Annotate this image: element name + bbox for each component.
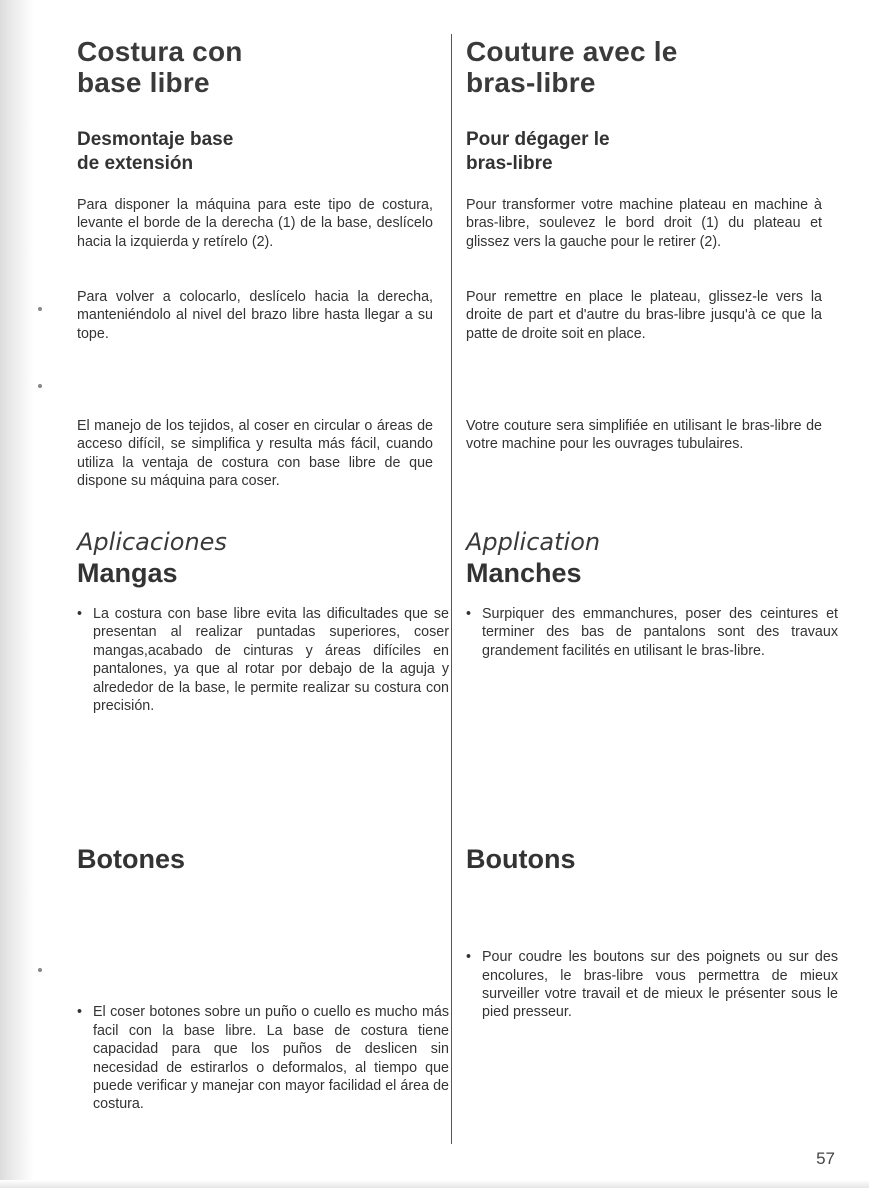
column-divider (451, 34, 452, 1144)
bullet-icon: • (77, 1004, 83, 1021)
page-bottom-shadow (0, 1180, 869, 1188)
page-number: 57 (816, 1149, 835, 1168)
spanish-buttons-title: Botones (77, 844, 185, 874)
bullet-icon: • (466, 949, 472, 966)
french-subtitle: Pour dégager le bras-libre (466, 129, 610, 174)
spanish-paragraph-1: Para disponer la máquina para este tipo de costura, levante el borde de la derecha (1) de la base, deslícelo hacia la izquierda y retírelo (2). (77, 197, 433, 250)
page-edge-shadow (0, 0, 34, 1188)
french-buttons-text: Pour coudre les boutons sur des poignets ou sur des encolures, le bras-libre vous permettra de mieux surveiller votre travail et de mieux le présenter sous le pied presseur. (482, 949, 838, 1021)
french-paragraph-2: Pour remettre en place le plateau, glissez-le vers la droite de part et d'autre du bras-libre jusqu'à ce que la patte de droite soit en place. (466, 289, 822, 342)
french-title: Couture avec le bras-libre (466, 36, 678, 98)
spanish-sleeves-item (77, 605, 449, 715)
scan-speck (38, 968, 42, 972)
french-buttons-item (466, 948, 838, 1022)
french-sleeves-item (466, 605, 838, 660)
french-buttons-title: Boutons (466, 844, 576, 874)
french-column (466, 0, 838, 1021)
spanish-paragraph-3: El manejo de los tejidos, al coser en circular o áreas de acceso difícil, se simplifica y resulta más fácil, cuando utiliza la ventaja de costura con base libre de que dispone su máquina para coser. (77, 418, 433, 490)
spanish-paragraph-2: Para volver a colocarlo, deslícelo hacia la derecha, manteniéndolo al nivel del brazo libre hasta llegar a su tope. (77, 289, 433, 342)
scan-speck (38, 384, 42, 388)
french-applications-label: Application (466, 528, 601, 556)
french-sleeves-text: Surpiquer des emmanchures, poser des ceintures et terminer des bas de pantalons sont des travaux grandement facilités en utilisant le bras-libre. (482, 606, 838, 659)
scan-speck (38, 307, 42, 311)
french-paragraph-3: Votre couture sera simplifiée en utilisant le bras-libre de votre machine pour les ouvrages tubulaires. (466, 418, 822, 453)
spanish-sleeves-text: La costura con base libre evita las dificultades que se presentan al realizar puntadas superiores, coser mangas,acabado de cinturas y áreas difíciles en pantalones, ya que al rotar por debajo de la aguja y alrededor de la base, le permite realizar su costura con precisión. (93, 606, 449, 715)
bullet-icon: • (466, 606, 472, 622)
spanish-column (77, 0, 449, 1113)
bullet-icon: • (77, 606, 83, 622)
spanish-sleeves-title: Mangas (77, 558, 178, 588)
french-sleeves-title: Manches (466, 558, 582, 588)
spanish-applications-label: Aplicaciones (77, 528, 227, 556)
spanish-buttons-item (77, 1003, 449, 1113)
spanish-title: Costura con base libre (77, 36, 243, 98)
french-paragraph-1: Pour transformer votre machine plateau en machine à bras-libre, soulevez le bord droit (1) du plateau et glissez vers la gauche pour le retirer (2). (466, 197, 822, 250)
spanish-buttons-text: El coser botones sobre un puño o cuello es mucho más facil con la base libre. La base de costura tiene capacidad para que los puños de deslicen sin necesidad de estirarlos o deformalos, al tiempo que puede verificar y manejar con mayor facilidad el área de costura. (93, 1004, 449, 1113)
spanish-subtitle: Desmontaje base de extensión (77, 129, 234, 174)
